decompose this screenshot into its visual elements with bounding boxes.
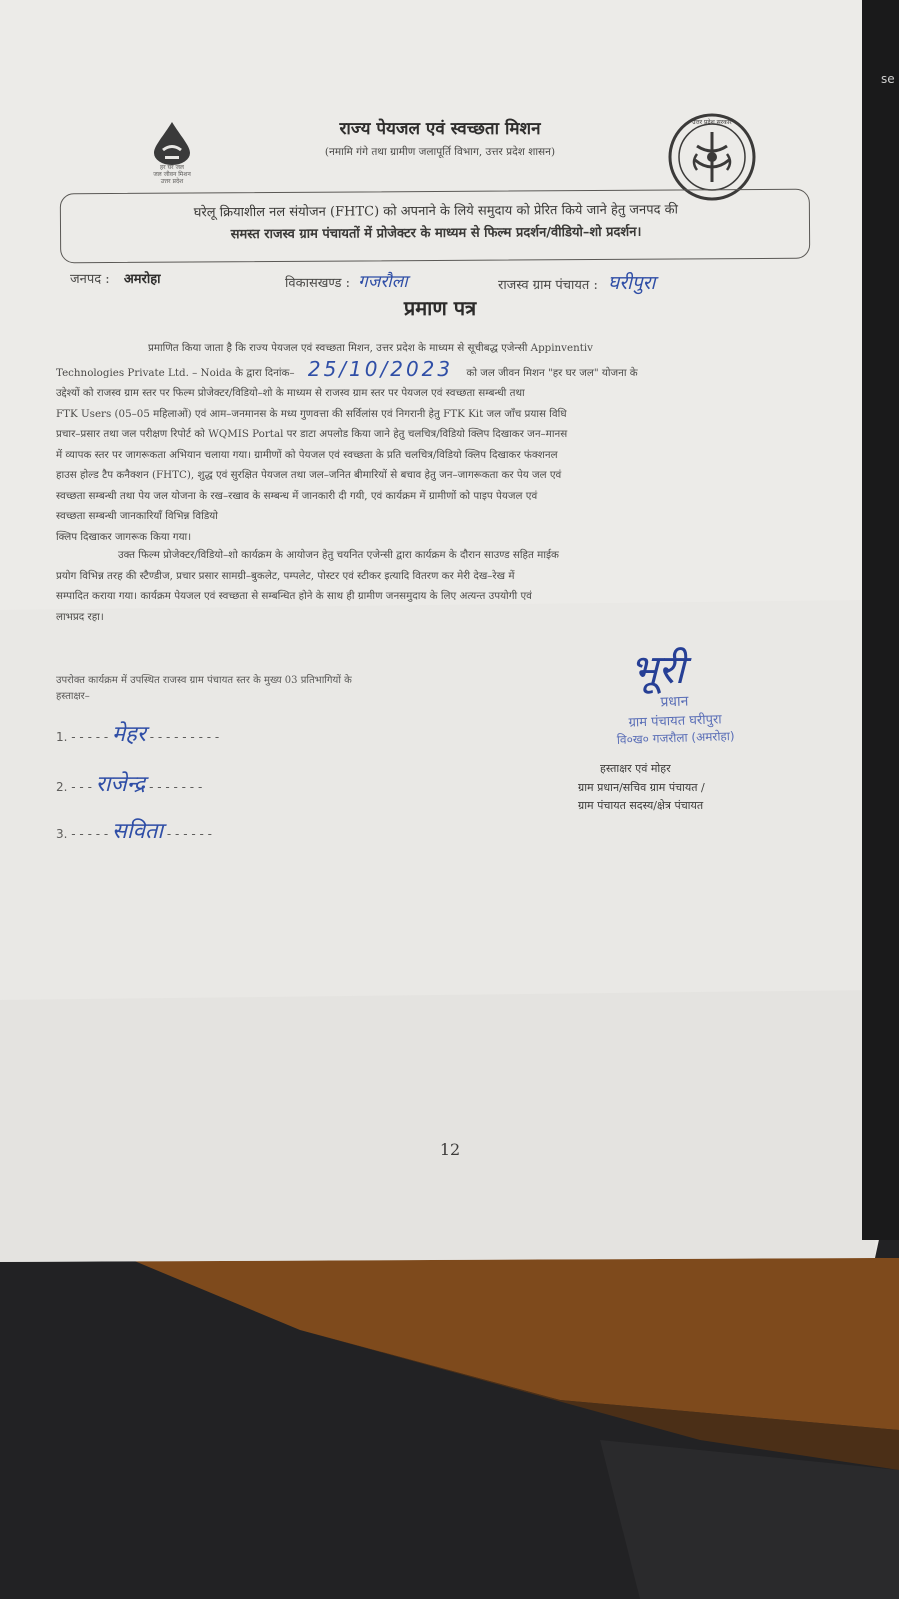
para1-line: स्वच्छता सम्बन्धी तथा पेय जल योजना के रख–रखाव के सम्बन्ध में जानकारी दी गयी, एवं कार्यक्रम में ग्रामीणों को पाइप पेयजल एवं	[56, 489, 538, 502]
block-value: गजरौला	[358, 272, 408, 292]
participant-row: 1. - - - - - मेहर - - - - - - - - -	[56, 722, 220, 747]
participants-intro-text-2: हस्ताक्षर–	[56, 691, 90, 702]
para1-line: उद्देश्यों को राजस्व ग्राम स्तर पर फिल्म प्रोजेक्टर/विडियो–शो के माध्यम से राजस्व ग्राम स्तर पर पेयजल एवं स्वच्छता सम्बन्धी तथा	[56, 387, 525, 399]
campaign-box	[60, 189, 810, 264]
participant-signature: मेहर	[112, 722, 146, 747]
header-subtitle: (नमामि गंगे तथा ग्रामीण जलापूर्ति विभाग, उत्तर प्रदेश शासन)	[324, 146, 556, 158]
para1-line: क्लिप दिखाकर जागरूक किया गया।	[56, 530, 192, 543]
participants-intro-text: उपरोक्त कार्यक्रम में उपस्थित राजस्व ग्राम पंचायत स्तर के मुख्य 03 प्रतिभागियों के	[56, 675, 352, 686]
para1-line: स्वच्छता सम्बन्धी जानकारियाँ विभिन्न विडियो	[56, 510, 218, 522]
district-field	[70, 269, 160, 287]
background-edge-text: se	[881, 72, 895, 86]
pradhan-signature: भूरी	[630, 647, 685, 693]
stamp-line-2: ग्राम पंचायत घरीपुरा	[628, 712, 722, 731]
village-value: घरीपुरा	[607, 272, 656, 294]
participant-signature: सविता	[112, 819, 164, 844]
participant-number: 2.	[56, 780, 68, 794]
para1-line-date	[56, 359, 850, 384]
emblem-label: उत्तर प्रदेश सरकार	[692, 119, 732, 126]
header-title: राज्य पेयजल एवं स्वच्छता मिशन	[339, 119, 541, 139]
para1-line: FTK Users (05–05 महिलाओं) एवं आम–जनमानस के मध्य गुणवत्ता की सर्विलांस एवं निगरानी हेतु FTK Kit जल जाँच प्रयास विधि	[56, 407, 567, 420]
para1-line: हाउस होल्ड टैप कनैक्शन (FHTC), शुद्ध एवं सुरक्षित पेयजल तथा जल–जनित बीमारियों से बचाव हेतु जन–जागरूकता कर पेय जल एवं	[56, 469, 562, 481]
participant-number: 3.	[56, 827, 68, 841]
jal-jeevan-mission-logo	[132, 120, 212, 188]
campaign-line-2: समस्त राजस्व ग्राम पंचायतों में प्रोजेक्टर के माध्यम से फिल्म प्रदर्शन/वीडियो–शो प्रदर्शन।	[230, 224, 642, 243]
block-label: विकासखण्ड :	[285, 276, 351, 291]
para2-line: लाभप्रद रहा।	[56, 610, 104, 623]
logo-caption: हर घर जल जल जीवन मिशन उत्तर प्रदेश	[153, 164, 191, 185]
para2-line: प्रयोग विभिन्न तरह की स्टैण्डीज, प्रचार प्रसार सामग्री–बुकलेट, पम्पलेट, पोस्टर एवं स्टीकर इत्यादि वितरण कर मेरी देख–रेख में	[56, 569, 515, 582]
sign-label: हस्ताक्षर एवं मोहर	[600, 762, 671, 775]
document-title: प्रमाण पत्र	[403, 296, 477, 320]
stamp-line-1: प्रधान	[660, 693, 689, 711]
page-number: 12	[439, 1140, 461, 1159]
para2-line: उक्त फिल्म प्रोजेक्टर/विडियो–शो कार्यक्रम के आयोजन हेतु चयनित एजेन्सी द्वारा कार्यक्रम के दौरान साउण्ड सहित माईक	[118, 549, 559, 561]
para1-line: प्रमाणित किया जाता है कि राज्य पेयजल एवं स्वच्छता मिशन, उत्तर प्रदेश के माध्यम से सूचीबद्ध एजेन्सी Appinventiv	[148, 342, 593, 354]
role-line-1: ग्राम प्रधान/सचिव ग्राम पंचायत /	[578, 781, 705, 794]
certificate-paragraph-2	[56, 545, 850, 627]
pradhan-stamp	[559, 686, 791, 750]
stamp-line-3: वि०ख० गजरौला (अमरोहा)	[616, 728, 735, 748]
para1-line: प्रचार–प्रसार तथा जल परीक्षण रिपोर्ट को WQMIS Portal पर डाटा अपलोड किया जाने हेतु चलचित्र/विडियो क्लिप दिखाकर जन–मानस	[56, 428, 568, 440]
event-date: 25/10/2023	[307, 358, 454, 381]
block-field	[285, 269, 408, 292]
para1-line2-end: को जल जीवन मिशन "हर घर जल" योजना के	[466, 366, 638, 379]
district-label: जनपद :	[70, 272, 110, 287]
participants-intro	[56, 673, 352, 705]
district-value: अमरोहा	[123, 272, 161, 287]
campaign-line-1: घरेलू क्रियाशील नल संयोजन (FHTC) को अपनाने के लिये समुदाय को प्रेरित किये जाने हेतु जनपद की	[193, 202, 679, 221]
para2-line: सम्पादित कराया गया। कार्यक्रम पेयजल एवं स्वच्छता से सम्बन्धित होने के साथ ही ग्रामीण जनसमुदाय के लिए अत्यन्त उपयोगी एवं	[56, 590, 532, 602]
participant-row: 3. - - - - - सविता - - - - - -	[56, 819, 212, 844]
village-field	[498, 269, 655, 295]
participant-number: 1.	[56, 730, 68, 744]
participant-signature: राजेन्द्र	[95, 772, 146, 797]
participant-row: 2. - - - राजेन्द्र - - - - - - -	[56, 772, 203, 797]
para1-line: में व्यापक स्तर पर जागरूकता अभियान चलाया गया। ग्रामीणों को पेयजल एवं स्वच्छता के प्रति चलचित्र/विडियो क्लिप दिखाकर फंक्शनल	[56, 448, 558, 461]
role-line-2: ग्राम पंचायत सदस्य/क्षेत्र पंचायत	[578, 799, 704, 812]
para1-line2-start: Technologies Private Ltd. – Noida के द्वारा दिनांक–	[56, 366, 295, 379]
certificate-paragraph-1	[56, 338, 850, 547]
village-label: राजस्व ग्राम पंचायत :	[498, 278, 598, 293]
water-drop-icon	[132, 120, 212, 166]
